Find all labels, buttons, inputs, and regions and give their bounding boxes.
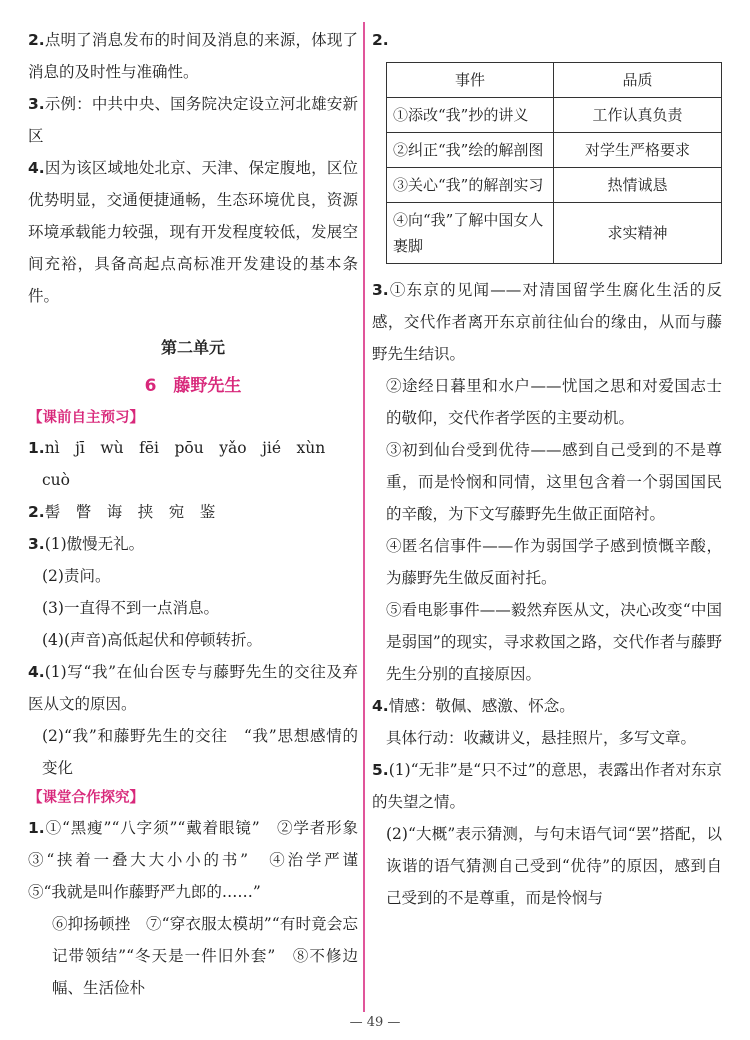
definition-c: (3)一直得不到一点消息。 <box>42 599 219 617</box>
table-row <box>387 133 722 168</box>
page-number: — 49 — <box>349 1015 401 1030</box>
definition-d: (4)(声音)高低起伏和停顿转折。 <box>42 631 263 649</box>
definition-answers: 3.(1)傲慢无礼。 <box>28 535 145 553</box>
answer-item-2: 2.点明了消息发布的时间及消息的来源，体现了消息的及时性与准确性。 <box>28 31 358 81</box>
explore-answer-3-b: ②途经日暮里和水户——忧国之思和对爱国志士的敬仰，交代作者学医的主要动机。 <box>386 377 722 427</box>
section-heading-preview: 【课前自主预习】 <box>28 410 144 426</box>
answer-item-3: 3.示例：中共中央、国务院决定设立河北雄安新区 <box>28 95 358 145</box>
explore-answer-3-e: ⑤看电影事件——毅然弃医从文，决心改变“中国是弱国”的现实，寻求救国之路，交代作者与藤野先生分别的直接原因。 <box>386 601 722 683</box>
table-header-quality: 品质 <box>554 63 722 98</box>
explore-answer-4-b: 具体行动：收藏讲义，悬挂照片，多写文章。 <box>386 729 697 747</box>
pinyin-answers-cont: cuò <box>42 471 70 489</box>
lesson-title: 6 藤野先生 <box>144 376 242 396</box>
structure-answer: 4.(1)写“我”在仙台医专与藤野先生的交往及弃医从文的原因。 <box>28 663 358 713</box>
definition-b: (2)责问。 <box>42 567 111 585</box>
explore-answer-3: 3.①东京的见闻——对清国留学生腐化生活的反感，交代作者离开东京前往仙台的缘由，从而与藤野先生结识。 <box>372 281 722 363</box>
table-cell-event: ①添改“我”抄的讲义 <box>387 98 554 133</box>
table-cell-quality: 热情诚恳 <box>554 168 722 203</box>
explore-answer-1: 1.①“黑瘦”“八字须”“戴着眼镜” ②学者形象 ③“挟着一叠大大小小的书” ④治学严谨 ⑤“我就是叫作藤野严九郎的……” <box>28 819 374 901</box>
table-cell-event: ③关心“我”的解剖实习 <box>387 168 554 203</box>
table-cell-event: ②纠正“我”绘的解剖图 <box>387 133 554 168</box>
explore-answer-1-cont: ⑥抑扬顿挫 ⑦“穿衣服太模胡”“有时竟会忘记带领结”“冬天是一件旧外套” ⑧不修边幅、生活俭朴 <box>52 915 358 997</box>
explore-answer-5-b: (2)“大概”表示猜测，与句末语气词“罢”搭配，以诙谐的语气猜测自己受到“优待”的原因，感到自己受到的不是尊重，而是怜悯与 <box>386 825 722 907</box>
table-row <box>387 98 722 133</box>
section-heading-explore: 【课堂合作探究】 <box>28 790 144 806</box>
event-quality-table <box>386 62 722 264</box>
table-row <box>387 203 722 264</box>
right-column <box>372 24 722 914</box>
table-row <box>387 168 722 203</box>
explore-answer-4: 4.情感：敬佩、感激、怀念。 <box>372 697 575 715</box>
table-cell-quality: 求实精神 <box>554 203 722 264</box>
explore-answer-2-num: 2. <box>372 31 389 49</box>
character-answers: 2.髻 瞥 诲 挟 宛 鉴 <box>28 503 216 521</box>
structure-answer-b: (2)“我”和藤野先生的交往 “我”思想感情的变化 <box>42 727 358 777</box>
explore-answer-5: 5.(1)“无非”是“只不过”的意思，表露出作者对东京的失望之情。 <box>372 761 722 811</box>
left-column <box>28 24 374 1004</box>
table-cell-quality: 工作认真负责 <box>554 98 722 133</box>
table-cell-quality: 对学生严格要求 <box>554 133 722 168</box>
explore-answer-3-c: ③初到仙台受到优待——感到自己受到的不是尊重，而是怜悯和同情，这里包含着一个弱国国民的辛酸，为下文写藤野先生做正面陪衬。 <box>386 441 722 523</box>
answer-item-4: 4.因为该区域地处北京、天津、保定腹地，区位优势明显，交通便捷通畅，生态环境优良，资源环境承载能力较强，现有开发程度较低，发展空间充裕，具备高起点高标准开发建设的基本条件。 <box>28 159 358 305</box>
unit-title: 第二单元 <box>160 338 225 357</box>
table-cell-event: ④向“我”了解中国女人裹脚 <box>387 203 554 264</box>
explore-answer-3-d: ④匿名信事件——作为弱国学子感到愤慨辛酸，为藤野先生做反面衬托。 <box>386 537 722 587</box>
table-header-row <box>387 63 722 98</box>
pinyin-answers: 1.nì jī wù fēi pōu yǎo jié xùn <box>28 439 326 457</box>
table-header-event: 事件 <box>387 63 554 98</box>
